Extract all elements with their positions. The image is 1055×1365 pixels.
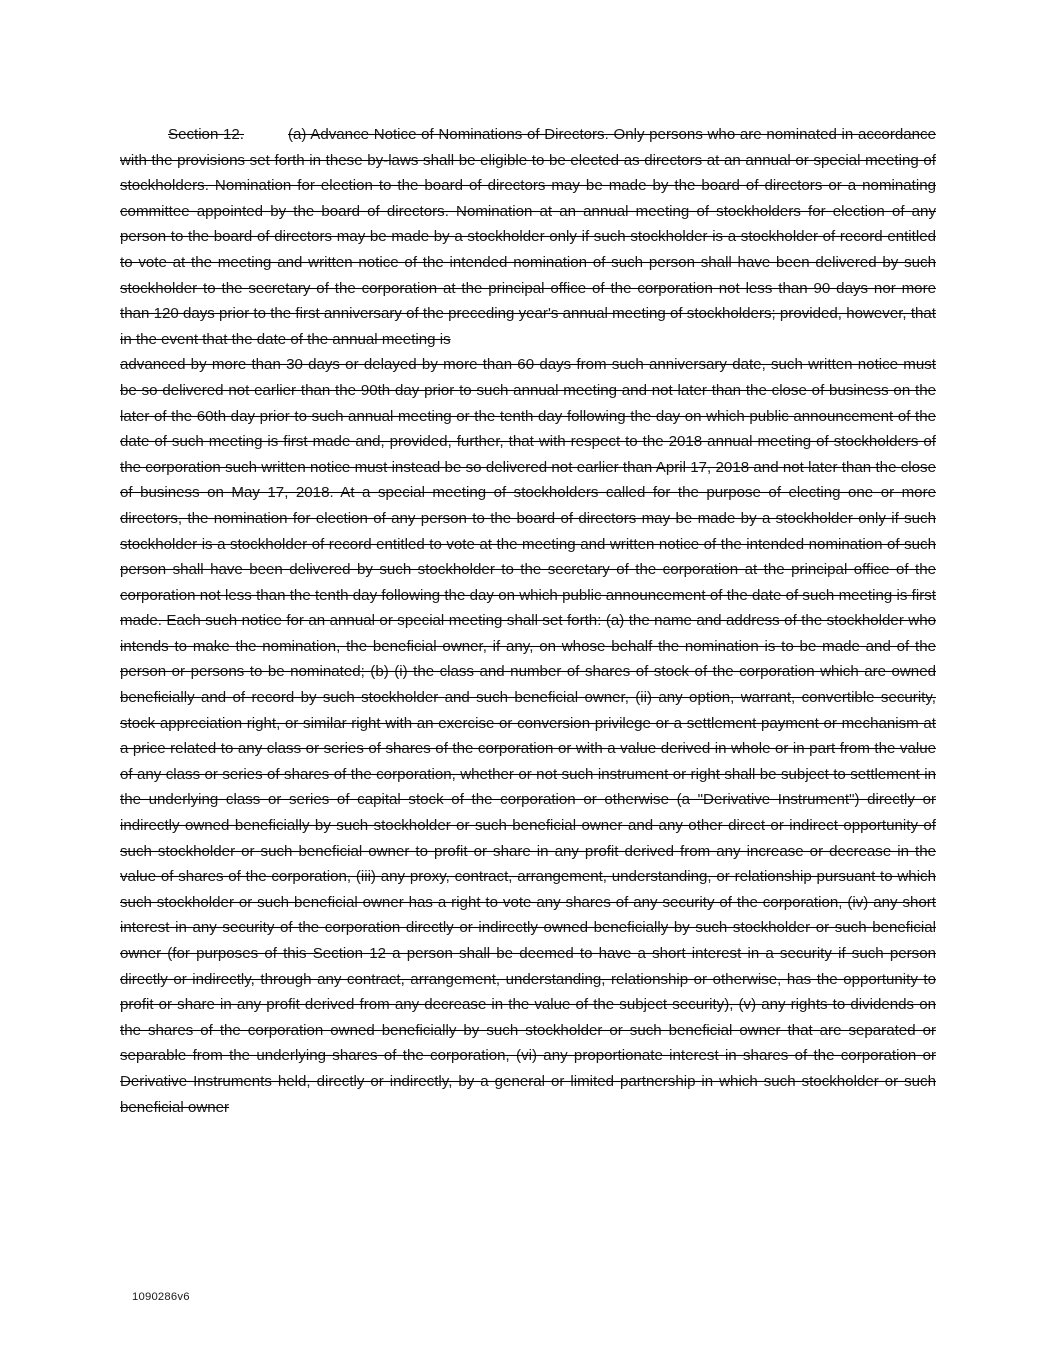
paragraph-text: advanced by more than 30 days or delayed by more than 60 days from such anniversary date, such written notice must be so delivered not earlier than the 90th day prior to such annual meeting and not later than the close of business on the later of the 60th day prior to such annual meeting or the tenth day following the day on which public announcement of the date of such meeting is first made and, provided, further, that with respect to the 2018 annual meeting of stockholders of the corporation such written notice must instead be so delivered not earlier than April 17, 2018 and not later than the close of business on May 17, 2018. At a special meeting of stockholders called for the purpose of electing one or more directors, the nomination for election of any person to the board of directors may be made by a stockholder only if such stockholder is a stockholder of record entitled to vote at the meeting and written notice of the intended nomination of such person shall have been delivered by such stockholder to the secretary of the corporation at the principal office of the corporation not less than the tenth day following the day on which public announcement of the date of such meeting is first made. Each such notice for an annual or special meeting shall set forth: (a) the name and address of the stockholder who intends to make the nomination, the beneficial owner, if any, on whose behalf the nomination is to be made and of the person or persons to be nominated; (b) (i) the class and number of shares of stock of the corporation which are owned beneficially and of record by such stockholder and such beneficial owner, (ii) any option, warrant, convertible security, stock appreciation right, or similar right with an exercise or conversion privilege or a settlement payment or mechanism at a price related to any class or series of shares of the corporation or with a value derived in whole or in part from the value of any class or series of shares of the corporation, whether or not such instrument or right shall be subject to settlement in the underlying class or series of capital stock of the corporation or otherwise (a "Derivative Instrument") directly or indirectly owned beneficially by such stockholder or such beneficial owner and any other direct or indirect opportunity of such stockholder or such beneficial owner to profit or share in any profit derived from any increase or decrease in the value of shares of the corporation, (iii) any proxy, contract, arrangement, understanding, or relationship pursuant to which such stockholder or such beneficial owner has a right to vote any shares of any security of the corporation, (iv) any short interest in any security of the corporation directly or indirectly owned beneficially by such stockholder or such beneficial owner (for purposes of this Section 12 a person shall be deemed to have a short interest in a security if such person directly or indirectly, through any contract, arrangement, understanding, relationship or otherwise, has the opportunity to profit or share in any profit derived from any decrease in the value of the subject security), (v) any rights to dividends on the shares of the corporation owned beneficially by such stockholder or such beneficial owner that are separated or separable from the underlying shares of the corporation, (vi) any proportionate interest in shares of the corporation or Derivative Instruments held, directly or indirectly, by a general or limited partnership in which such stockholder or such beneficial owner <box>120 356 936 1116</box>
paragraph-continuation <box>120 352 936 1120</box>
paragraph-text: (a) Advance Notice of Nominations of Directors. Only persons who are nominated in accordance with the provisions set forth in these by-laws shall be eligible to be elected as directors at an annual or special meeting of stockholders. Nomination for election to the board of directors may be made by the board of directors or a nominating committee appointed by the board of directors. Nomination at an annual meeting of stockholders for election of any person to the board of directors may be made by a stockholder only if such stockholder is a stockholder of record entitled to vote at the meeting and written notice of the intended nomination of such person shall have been delivered by such stockholder to the secretary of the corporation at the principal office of the corporation not less than 90 days nor more than 120 days prior to the first anniversary of the preceding year's annual meeting of stockholders; provided, however, that in the event that the date of the annual meeting is <box>120 126 936 348</box>
paragraph-section-12 <box>120 122 936 352</box>
section-number-label: Section 12. <box>168 126 244 143</box>
footer-reference: 1090286v6 <box>132 1291 190 1303</box>
document-body <box>120 122 936 1120</box>
